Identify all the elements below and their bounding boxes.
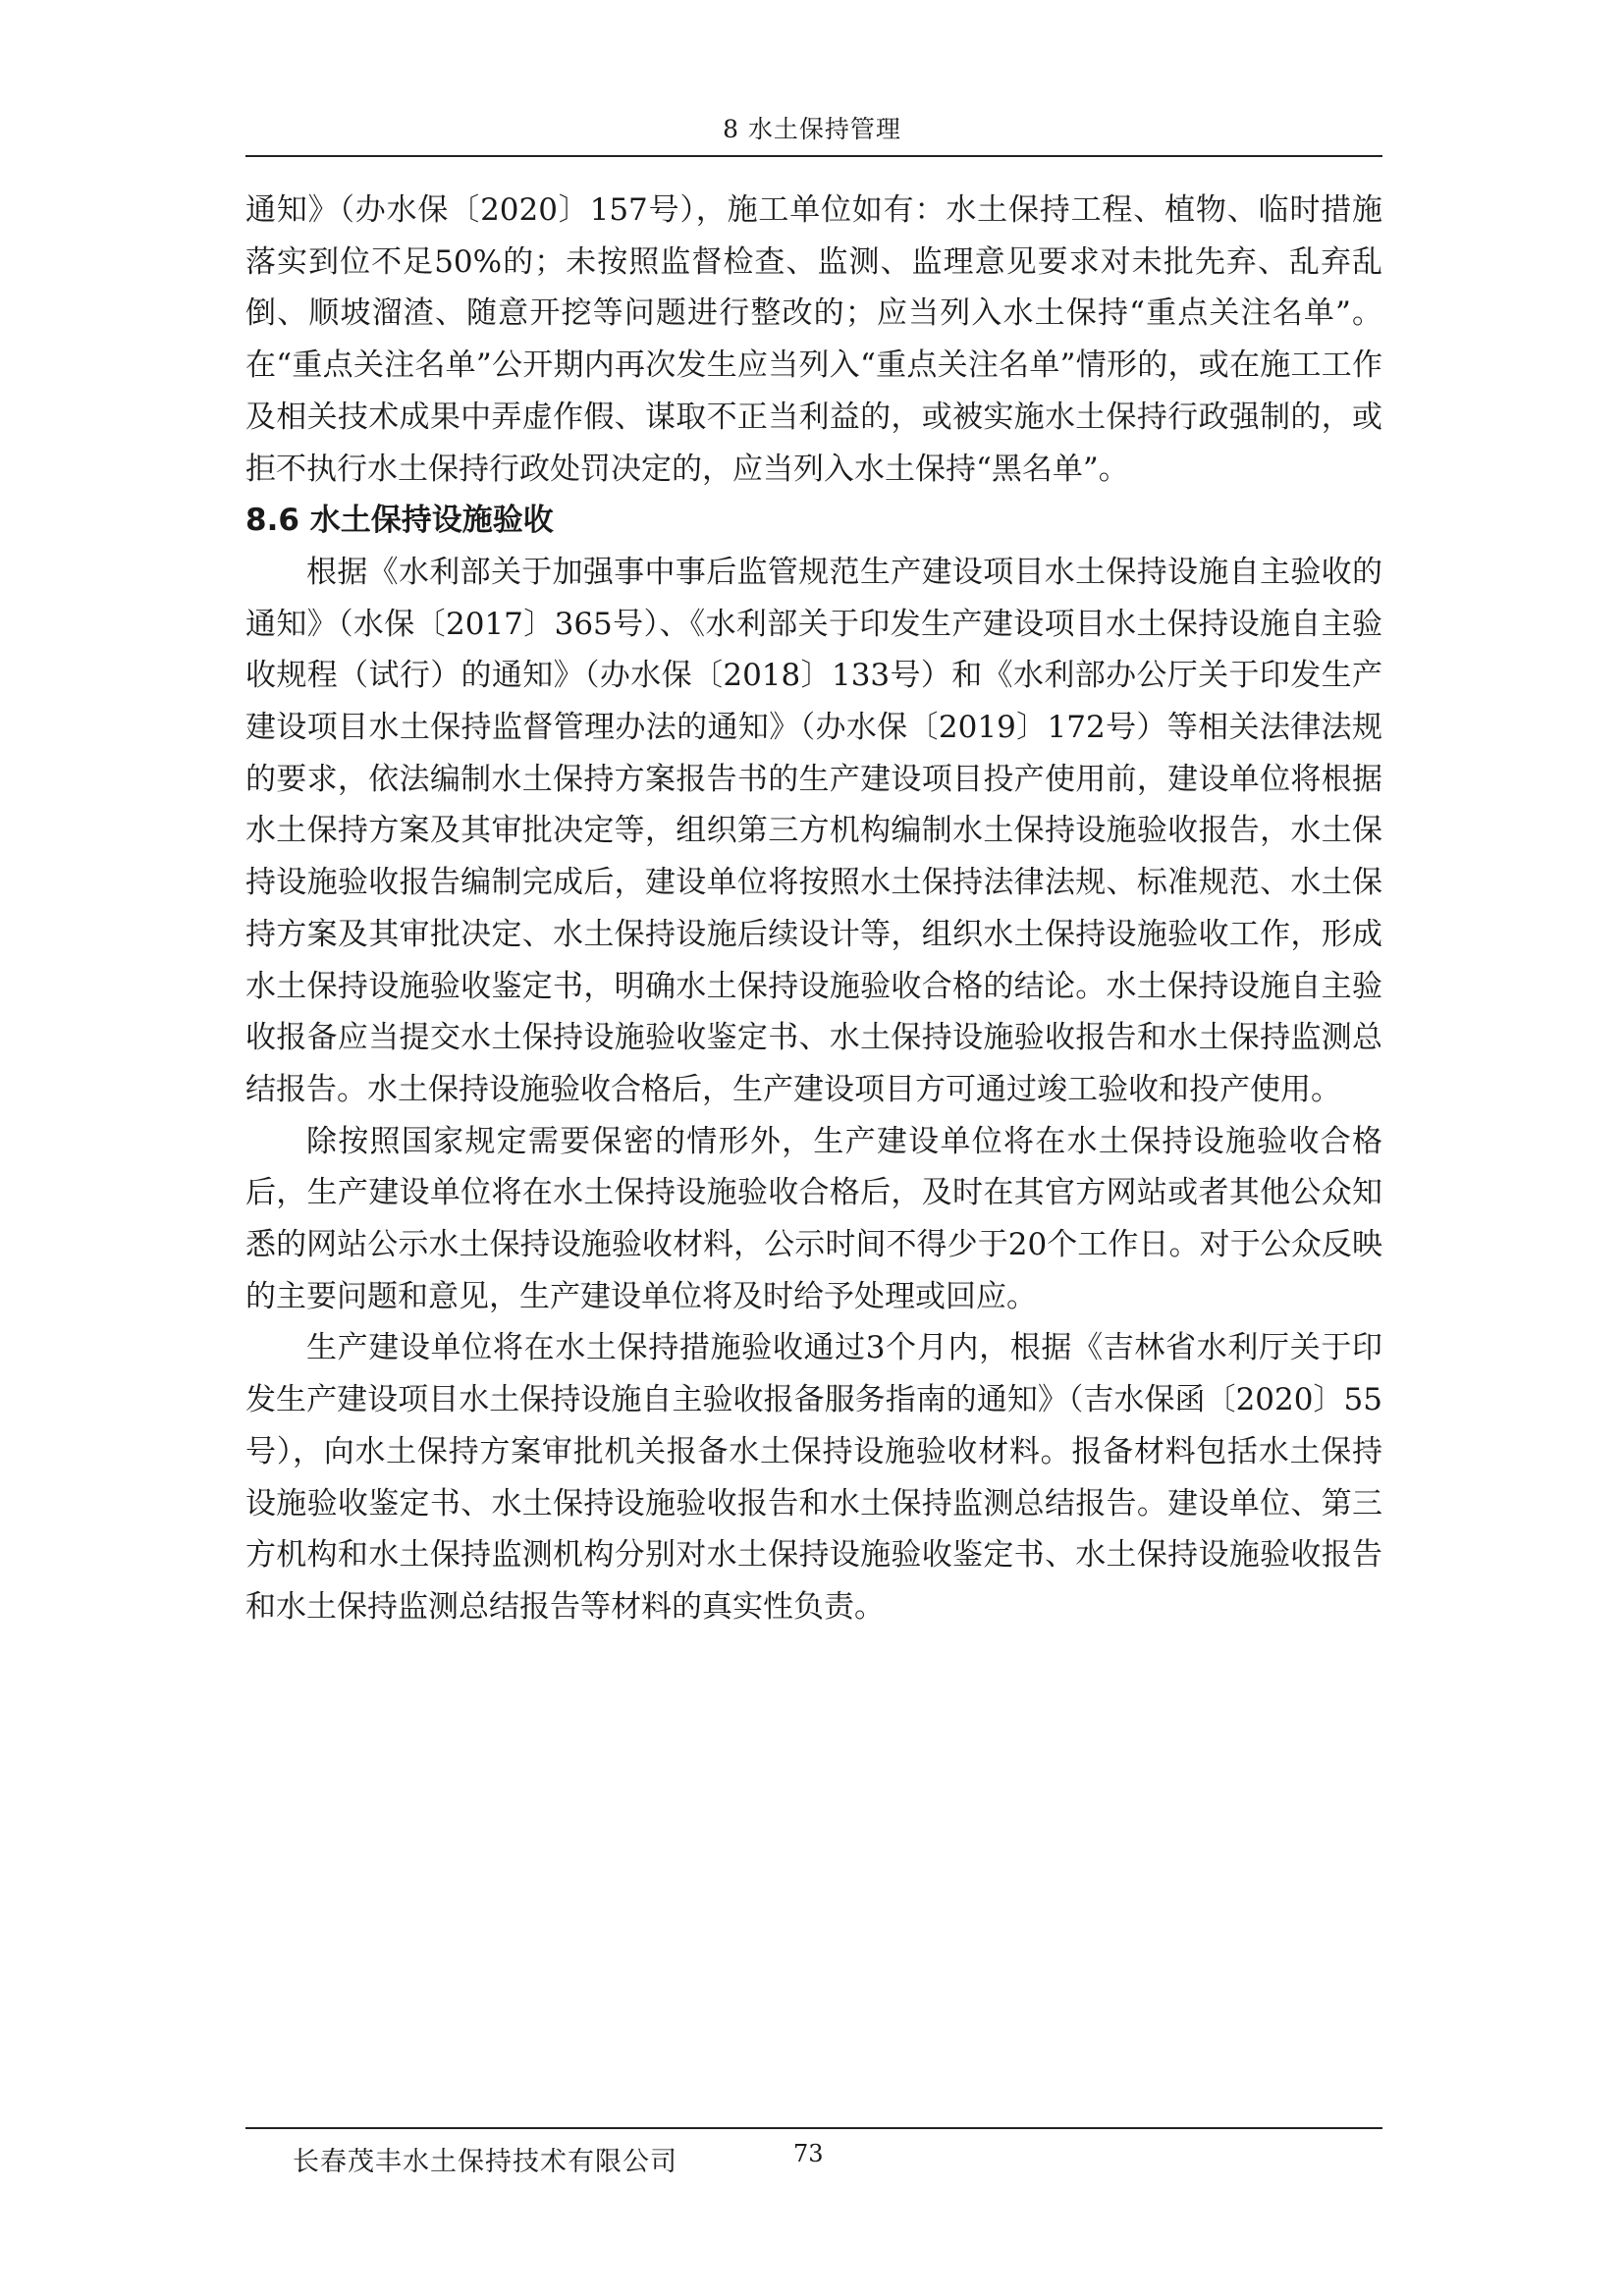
paragraph-acceptance-basis: 根据《水利部关于加强事中事后监管规范生产建设项目水土保持设施自主验收的通知》（水保〔2017〕365号）、《水利部关于印发生产建设项目水土保持设施自主验收规程（试行）的通知》（办水保〔2018〕133号）和《水利部办公厅关于印发生产建设项目水土保持监督管理办法的通知》（办水保〔2019〕172号）等相关法律法规的要求，依法编制水土保持方案报告书的生产建设项目投产使用前，建设单位将根据水土保持方案及其审批决定等，组织第三方机构编制水土保持设施验收报告，水土保持设施验收报告编制完成后，建设单位将按照水土保持法律法规、标准规范、水土保持方案及其审批决定、水土保持设施后续设计等，组织水土保持设施验收工作，形成水土保持设施验收鉴定书，明确水土保持设施验收合格的结论。水土保持设施自主验收报备应当提交水土保持设施验收鉴定书、水土保持设施验收报告和水土保持监测总结报告。水土保持设施验收合格后，生产建设项目方可通过竣工验收和投产使用。 <box>245 554 1382 1107</box>
section-heading: 8.6 水土保持设施验收 <box>245 503 554 539</box>
footer-company: 长春茂丰水土保持技术有限公司 <box>293 2147 677 2177</box>
page-number: 73 <box>793 2140 824 2167</box>
document-body <box>245 185 1382 1633</box>
paragraph-public-disclosure: 除按照国家规定需要保密的情形外，生产建设单位将在水土保持设施验收合格后，生产建设单位将在水土保持设施验收合格后，及时在其官方网站或者其他公众知悉的网站公示水土保持设施验收材料，公示时间不得少于20个工作日。对于公众反映的主要问题和意见，生产建设单位将及时给予处理或回应。 <box>245 1123 1382 1314</box>
header-divider <box>245 155 1382 157</box>
running-header: 8 水土保持管理 <box>723 115 901 143</box>
paragraph-continued: 通知》（办水保〔2020〕157号），施工单位如有：水土保持工程、植物、临时措施落实到位不足50%的；未按照监督检查、监测、监理意见要求对未批先弃、乱弃乱倒、顺坡溜渣、随意开挖等问题进行整改的；应当列入水土保持“重点关注名单”。在“重点关注名单”公开期内再次发生应当列入“重点关注名单”情形的，或在施工工作及相关技术成果中弄虚作假、谋取不正当利益的，或被实施水土保持行政强制的，或拒不执行水土保持行政处罚决定的，应当列入水土保持“黑名单”。 <box>245 192 1382 487</box>
paragraph-filing: 生产建设单位将在水土保持措施验收通过3个月内，根据《吉林省水利厅关于印发生产建设项目水土保持设施自主验收报备服务指南的通知》（吉水保函〔2020〕55号），向水土保持方案审批机关报备水土保持设施验收材料。报备材料包括水土保持设施验收鉴定书、水土保持设施验收报告和水土保持监测总结报告。建设单位、第三方机构和水土保持监测机构分别对水土保持设施验收鉴定书、水土保持设施验收报告和水土保持监测总结报告等材料的真实性负责。 <box>245 1330 1382 1625</box>
footer-divider <box>245 2127 1382 2129</box>
